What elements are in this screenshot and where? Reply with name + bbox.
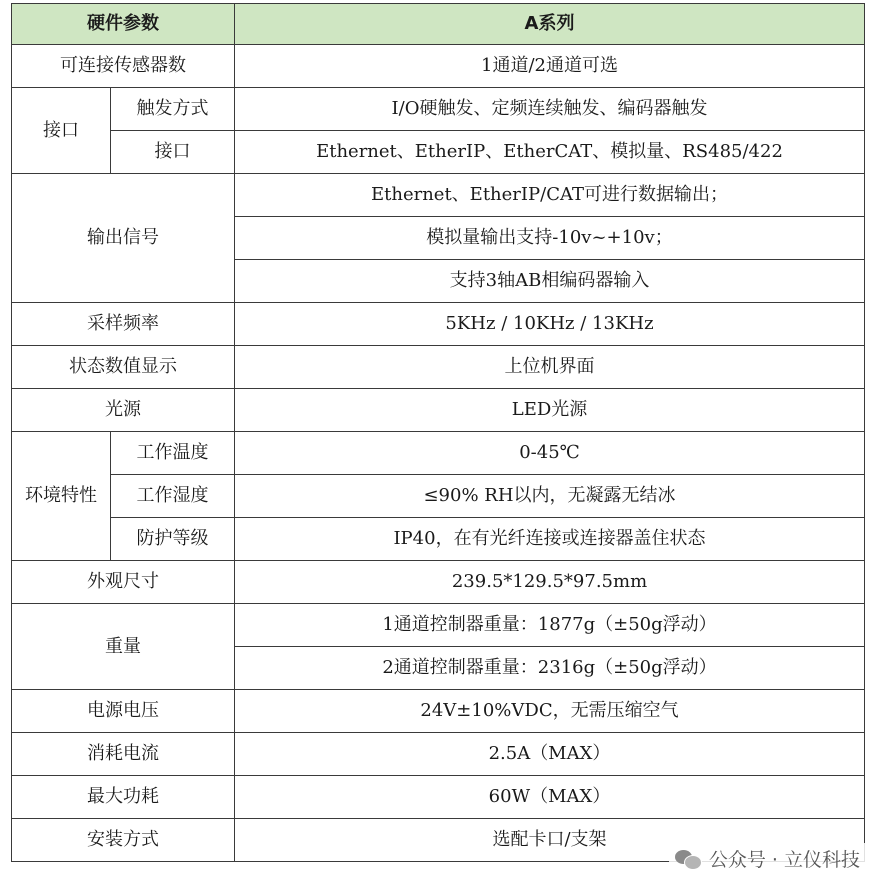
row-value-sensors: 1通道/2通道可选 xyxy=(235,45,865,88)
table-row xyxy=(12,45,865,88)
row-label-light: 光源 xyxy=(12,389,235,432)
table-row xyxy=(12,174,865,217)
row-value-port: Ethernet、EtherIP、EtherCAT、模拟量、RS485/422 xyxy=(235,131,865,174)
row-label-environment: 环境特性 xyxy=(12,432,111,561)
sub-label-temp: 工作温度 xyxy=(111,432,235,475)
table-row xyxy=(12,776,865,819)
row-value-protection: IP40，在有光纤连接或连接器盖住状态 xyxy=(235,518,865,561)
row-label-interface: 接口 xyxy=(12,88,111,174)
row-label-display: 状态数值显示 xyxy=(12,346,235,389)
row-value-mounting: 选配卡口/支架 xyxy=(235,819,865,862)
row-value-humidity: ≤90% RH以内，无凝露无结冰 xyxy=(235,475,865,518)
table-row xyxy=(12,346,865,389)
header-series: A系列 xyxy=(235,4,865,45)
row-value-display: 上位机界面 xyxy=(235,346,865,389)
table-row xyxy=(12,690,865,733)
table-row xyxy=(12,475,865,518)
watermark xyxy=(669,843,866,874)
row-value-output-1: Ethernet、EtherIP/CAT可进行数据输出； xyxy=(235,174,865,217)
row-value-weight-1: 1通道控制器重量：1877g（±50g浮动） xyxy=(235,604,865,647)
row-value-current: 2.5A（MAX） xyxy=(235,733,865,776)
row-label-output: 输出信号 xyxy=(12,174,235,303)
table-header-row xyxy=(12,4,865,45)
row-label-sampling: 采样频率 xyxy=(12,303,235,346)
row-value-trigger: I/O硬触发、定频连续触发、编码器触发 xyxy=(235,88,865,131)
sub-label-protection: 防护等级 xyxy=(111,518,235,561)
sub-label-humidity: 工作湿度 xyxy=(111,475,235,518)
row-label-voltage: 电源电压 xyxy=(12,690,235,733)
table-row xyxy=(12,518,865,561)
sub-label-trigger: 触发方式 xyxy=(111,88,235,131)
row-value-weight-2: 2通道控制器重量：2316g（±50g浮动） xyxy=(235,647,865,690)
table-row xyxy=(12,88,865,131)
table-row xyxy=(12,604,865,647)
row-value-output-2: 模拟量输出支持-10v~+10v； xyxy=(235,217,865,260)
table-row xyxy=(12,432,865,475)
row-value-output-3: 支持3轴AB相编码器输入 xyxy=(235,260,865,303)
row-label-mounting: 安装方式 xyxy=(12,819,235,862)
row-value-dimensions: 239.5*129.5*97.5mm xyxy=(235,561,865,604)
row-label-dimensions: 外观尺寸 xyxy=(12,561,235,604)
table-row xyxy=(12,733,865,776)
row-value-voltage: 24V±10%VDC，无需压缩空气 xyxy=(235,690,865,733)
spec-table xyxy=(11,3,865,862)
row-value-power: 60W（MAX） xyxy=(235,776,865,819)
row-label-sensors: 可连接传感器数 xyxy=(12,45,235,88)
row-label-current: 消耗电流 xyxy=(12,733,235,776)
table-row xyxy=(12,131,865,174)
wechat-icon xyxy=(675,848,701,870)
row-value-temp: 0-45℃ xyxy=(235,432,865,475)
header-param: 硬件参数 xyxy=(12,4,235,45)
watermark-text: 公众号 · 立仪科技 xyxy=(708,849,860,871)
table-row xyxy=(12,303,865,346)
row-label-power: 最大功耗 xyxy=(12,776,235,819)
row-value-light: LED光源 xyxy=(235,389,865,432)
row-label-weight: 重量 xyxy=(12,604,235,690)
table-row xyxy=(12,389,865,432)
sub-label-port: 接口 xyxy=(111,131,235,174)
row-value-sampling: 5KHz / 10KHz / 13KHz xyxy=(235,303,865,346)
table-row xyxy=(12,561,865,604)
